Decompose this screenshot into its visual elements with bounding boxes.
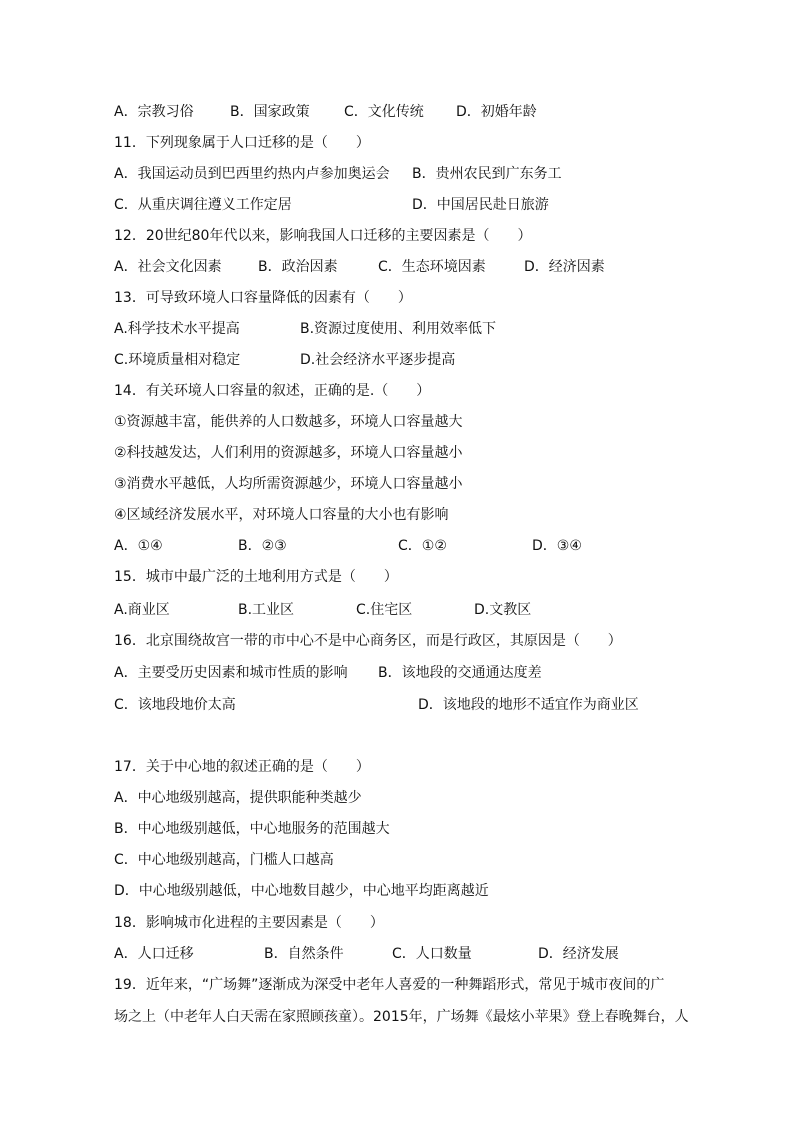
q15-stem: 15．城市中最广泛的土地利用方式是（ ） xyxy=(114,569,398,585)
q14-option-a: A．①④ xyxy=(114,538,163,554)
q11-option-d: D．中国居民赴日旅游 xyxy=(412,197,549,213)
q16-option-c: C．该地段地价太高 xyxy=(114,697,236,713)
q12-stem: 12．20世纪80年代以来，影响我国人口迁移的主要因素是（ ） xyxy=(114,228,532,244)
q18-option-d: D．经济发展 xyxy=(538,946,619,962)
q15-option-d: D.文教区 xyxy=(474,602,532,618)
q12-option-d: D．经济因素 xyxy=(524,259,605,275)
q19-paragraph-line2: 场之上（中老年人白天需在家照顾孩童）。2015年，广场舞《最炫小苹果》登上春晚舞台，人 xyxy=(114,1009,689,1025)
q14-option-c: C．①② xyxy=(398,538,447,554)
q15-option-b: B.工业区 xyxy=(238,602,295,618)
q15-option-c: C.住宅区 xyxy=(356,602,413,618)
q12-option-a: A．社会文化因素 xyxy=(114,259,222,275)
q17-option-c: C．中心地级别越高，门槛人口越高 xyxy=(114,852,334,868)
q17-option-a: A．中心地级别越高，提供职能种类越少 xyxy=(114,790,362,806)
q14-statement-1: ①资源越丰富，能供养的人口数越多，环境人口容量越大 xyxy=(114,414,463,430)
q14-statement-4: ④区域经济发展水平，对环境人口容量的大小也有影响 xyxy=(114,507,449,523)
q10-option-c: C．文化传统 xyxy=(344,104,424,120)
q17-option-b: B．中心地级别越低，中心地服务的范围越大 xyxy=(114,821,390,837)
q13-option-a: A.科学技术水平提高 xyxy=(114,321,240,337)
q16-option-a: A．主要受历史因素和城市性质的影响 xyxy=(114,665,348,681)
q17-option-d: D．中心地级别越低，中心地数目越少，中心地平均距离越近 xyxy=(114,883,489,899)
q12-option-c: C．生态环境因素 xyxy=(378,259,486,275)
q10-option-d: D．初婚年龄 xyxy=(456,104,537,120)
q19-paragraph-line1: 19．近年来，“广场舞”逐渐成为深受中老年人喜爱的一种舞蹈形式，常见于城市夜间的广 xyxy=(114,977,665,993)
q10-option-b: B．国家政策 xyxy=(230,104,310,120)
q12-option-b: B．政治因素 xyxy=(258,259,338,275)
q18-stem: 18．影响城市化进程的主要因素是（ ） xyxy=(114,915,384,931)
q11-option-b: B．贵州农民到广东务工 xyxy=(412,166,562,182)
q14-option-b: B．②③ xyxy=(238,538,287,554)
q13-option-d: D.社会经济水平逐步提高 xyxy=(300,352,456,368)
q17-stem: 17．关于中心地的叙述正确的是（ ） xyxy=(114,759,370,775)
q18-option-c: C．人口数量 xyxy=(392,946,472,962)
q13-option-b: B.资源过度使用、利用效率低下 xyxy=(300,321,497,337)
q11-option-a: A．我国运动员到巴西里约热内卢参加奥运会 xyxy=(114,166,390,182)
q14-option-d: D．③④ xyxy=(532,538,582,554)
q10-option-a: A．宗教习俗 xyxy=(114,104,194,120)
q15-option-a: A.商业区 xyxy=(114,602,170,618)
q18-option-b: B．自然条件 xyxy=(264,946,344,962)
q14-stem: 14．有关环境人口容量的叙述，正确的是.（ ） xyxy=(114,383,431,399)
q14-statement-2: ②科技越发达，人们利用的资源越多，环境人口容量越小 xyxy=(114,445,463,461)
q13-stem: 13．可导致环境人口容量降低的因素有（ ） xyxy=(114,290,412,306)
q16-option-d: D．该地段的地形不适宜作为商业区 xyxy=(418,697,639,713)
q14-statement-3: ③消费水平越低，人均所需资源越少，环境人口容量越小 xyxy=(114,476,463,492)
q13-option-c: C.环境质量相对稳定 xyxy=(114,352,241,368)
q16-stem: 16．北京围绕故宫一带的市中心不是中心商务区，而是行政区，其原因是（ ） xyxy=(114,633,622,649)
q11-stem: 11．下列现象属于人口迁移的是（ ） xyxy=(114,135,370,151)
q18-option-a: A．人口迁移 xyxy=(114,946,194,962)
q11-option-c: C．从重庆调往遵义工作定居 xyxy=(114,197,292,213)
q16-option-b: B．该地段的交通通达度差 xyxy=(378,665,542,681)
